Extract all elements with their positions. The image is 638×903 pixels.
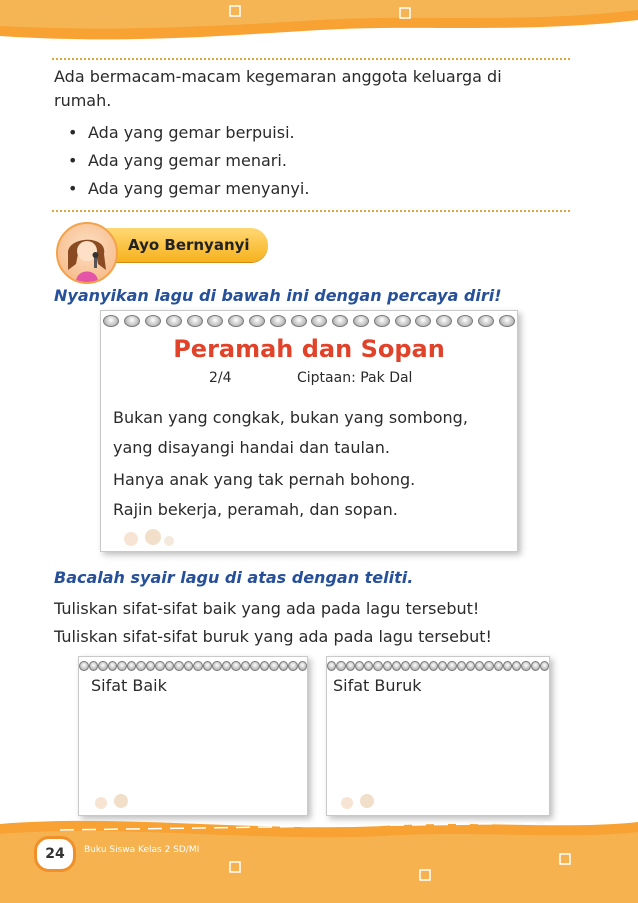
binder-ring <box>228 315 244 327</box>
binder-ring <box>410 661 419 671</box>
binder-ring <box>269 661 279 671</box>
binder-ring <box>279 661 289 671</box>
task-bad: Tuliskan sifat-sifat buruk yang ada pada lagu tersebut! <box>54 627 492 646</box>
binder-ring <box>436 315 452 327</box>
bullet-dot: • <box>68 123 78 142</box>
flower-decoration <box>111 519 181 549</box>
binder-ring <box>475 661 484 671</box>
binder-ring <box>401 661 410 671</box>
binder-ring <box>124 315 140 327</box>
binder-ring <box>231 661 241 671</box>
lyric-line: Rajin bekerja, peramah, dan sopan. <box>113 500 398 519</box>
binder-ring <box>98 661 108 671</box>
lyric-line: Hanya anak yang tak pernah bohong. <box>113 470 416 489</box>
binder-ring <box>187 315 203 327</box>
good-traits-card <box>78 656 308 816</box>
task-read: Bacalah syair lagu di atas dengan teliti. <box>54 568 414 587</box>
binder-ring <box>207 315 223 327</box>
binder-ring <box>203 661 213 671</box>
binder-ring <box>332 315 348 327</box>
page-number: 24 <box>34 836 76 872</box>
bullet-dot: • <box>68 151 78 170</box>
binder-rings <box>327 661 549 675</box>
top-decorative-band <box>0 0 638 48</box>
binder-ring <box>174 661 184 671</box>
binder-ring <box>212 661 222 671</box>
binder-ring <box>193 661 203 671</box>
bullet-dot: • <box>68 179 78 198</box>
binder-ring <box>499 315 515 327</box>
binder-ring <box>79 661 89 671</box>
binder-ring <box>494 661 503 671</box>
binder-ring <box>108 661 118 671</box>
binder-ring <box>353 315 369 327</box>
binder-ring <box>222 661 232 671</box>
binder-ring <box>466 661 475 671</box>
binder-ring <box>103 315 119 327</box>
binder-ring <box>146 661 156 671</box>
binder-ring <box>155 661 165 671</box>
binder-ring <box>438 661 447 671</box>
binder-ring <box>503 661 512 671</box>
binder-ring <box>521 661 530 671</box>
lyric-line: Bukan yang congkak, bukan yang sombong, <box>113 408 468 427</box>
lyric-line: yang disayangi handai dan taulan. <box>113 438 390 457</box>
binder-ring <box>383 661 392 671</box>
binder-ring <box>364 661 373 671</box>
binder-ring <box>531 661 540 671</box>
binder-rings <box>101 315 517 329</box>
binder-ring <box>395 315 411 327</box>
binder-ring <box>429 661 438 671</box>
binder-ring <box>145 315 161 327</box>
binder-ring <box>184 661 194 671</box>
binder-ring <box>260 661 270 671</box>
binder-ring <box>117 661 127 671</box>
binder-ring <box>346 661 355 671</box>
binder-ring <box>392 661 401 671</box>
binder-ring <box>327 661 336 671</box>
binder-ring <box>512 661 521 671</box>
binder-ring <box>136 661 146 671</box>
binder-ring <box>166 315 182 327</box>
song-instruction: Nyanyikan lagu di bawah ini dengan percaya diri! <box>54 286 502 305</box>
binder-ring <box>415 315 431 327</box>
binder-ring <box>89 661 99 671</box>
song-composer: Ciptaan: Pak Dal <box>297 370 413 386</box>
footer-book-title: Buku Siswa Kelas 2 SD/MI <box>84 845 200 855</box>
binder-ring <box>484 661 493 671</box>
binder-ring <box>355 661 364 671</box>
binder-rings <box>79 661 307 675</box>
binder-ring <box>457 661 466 671</box>
bullet-item: Ada yang gemar menyanyi. <box>88 179 310 198</box>
bullet-item: Ada yang gemar menari. <box>88 151 287 170</box>
binder-ring <box>270 315 286 327</box>
binder-ring <box>420 661 429 671</box>
binder-ring <box>291 315 307 327</box>
task-good: Tuliskan sifat-sifat baik yang ada pada lagu tersebut! <box>54 599 480 618</box>
binder-ring <box>447 661 456 671</box>
song-meter: 2/4 <box>209 370 232 386</box>
good-traits-title: Sifat Baik <box>91 676 167 695</box>
binder-ring <box>288 661 298 671</box>
section-label: Ayo Bernyanyi <box>128 236 250 254</box>
binder-ring <box>336 661 345 671</box>
binder-ring <box>241 661 251 671</box>
divider-top <box>52 58 570 60</box>
binder-ring <box>127 661 137 671</box>
binder-ring <box>249 315 265 327</box>
singing-girl-icon <box>56 222 118 284</box>
bad-traits-card <box>326 656 550 816</box>
intro-line-1: Ada bermacam-macam kegemaran anggota keluarga di <box>54 67 502 86</box>
binder-ring <box>311 315 327 327</box>
binder-ring <box>298 661 308 671</box>
song-title: Peramah dan Sopan <box>173 335 445 363</box>
binder-ring <box>540 661 549 671</box>
bullet-item: Ada yang gemar berpuisi. <box>88 123 295 142</box>
binder-ring <box>373 661 382 671</box>
binder-ring <box>457 315 473 327</box>
intro-line-2: rumah. <box>54 91 112 110</box>
binder-ring <box>250 661 260 671</box>
bottom-decorative-band <box>0 810 638 903</box>
binder-ring <box>478 315 494 327</box>
binder-ring <box>165 661 175 671</box>
bad-traits-title: Sifat Buruk <box>333 676 422 695</box>
divider-bottom <box>52 210 570 212</box>
binder-ring <box>374 315 390 327</box>
song-card <box>100 310 518 552</box>
